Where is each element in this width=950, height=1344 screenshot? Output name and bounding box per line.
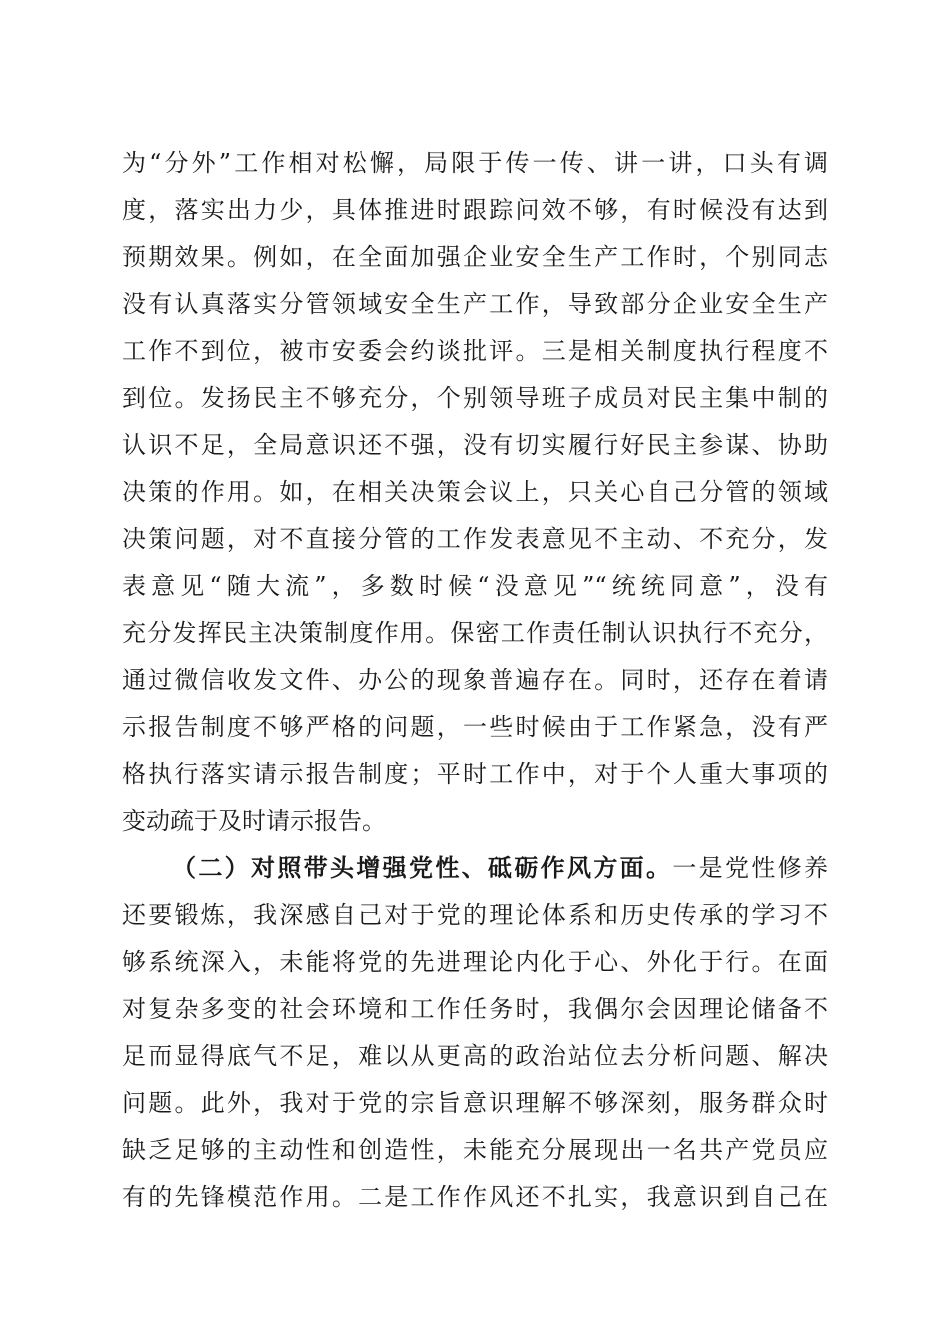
paragraph-line: 工作不到位，被市安委会约谈批评。三是相关制度执行程度不 xyxy=(122,337,828,365)
paragraph-line: 缺乏足够的主动性和创造性，未能充分展现出一名共产党员应 xyxy=(122,1136,828,1164)
paragraph-line: 够系统深入，未能将党的先进理论内化于心、外化于行。在面 xyxy=(122,948,828,976)
paragraph-line: 决策问题，对不直接分管的工作发表意见不主动、不充分，发 xyxy=(122,525,828,553)
paragraph-line: 为“分外”工作相对松懈，局限于传一传、讲一讲，口头有调 xyxy=(122,149,828,177)
paragraph-line: 变动疏于及时请示报告。 xyxy=(122,807,386,835)
paragraph-line: 还要锻炼，我深感自己对于党的理论体系和历史传承的学习不 xyxy=(122,901,828,929)
paragraph-line: 表意见“随大流”，多数时候“没意见”“统统同意”，没有 xyxy=(122,572,828,600)
paragraph-line: 示报告制度不够严格的问题，一些时候由于工作紧急，没有严 xyxy=(122,713,828,741)
paragraph-line: 认识不足，全局意识还不强，没有切实履行好民主参谋、协助 xyxy=(122,431,828,459)
paragraph-line: 格执行落实请示报告制度；平时工作中，对于个人重大事项的 xyxy=(122,760,828,788)
paragraph-line: 预期效果。例如，在全面加强企业安全生产工作时，个别同志 xyxy=(122,243,828,271)
paragraph-line: 度，落实出力少，具体推进时跟踪问效不够，有时候没有达到 xyxy=(122,196,828,224)
paragraph-line: 决策的作用。如，在相关决策会议上，只关心自己分管的领域 xyxy=(122,478,828,506)
paragraph-line: 到位。发扬民主不够充分，个别领导班子成员对民主集中制的 xyxy=(122,384,828,412)
paragraph-line: 充分发挥民主决策制度作用。保密工作责任制认识执行不充分， xyxy=(122,619,828,647)
section-heading-line xyxy=(172,848,828,888)
section-heading: （二）对照带头增强党性、砥砺作风方面。 xyxy=(172,853,673,882)
paragraph-line: 问题。此外，我对于党的宗旨意识理解不够深刻，服务群众时 xyxy=(122,1089,828,1117)
section-heading-continuation: 一是党性修养 xyxy=(672,854,829,882)
paragraph-line: 没有认真落实分管领域安全生产工作，导致部分企业安全生产 xyxy=(122,290,828,318)
paragraph-line: 足而显得底气不足，难以从更高的政治站位去分析问题、解决 xyxy=(122,1042,828,1070)
paragraph-line: 对复杂多变的社会环境和工作任务时，我偶尔会因理论储备不 xyxy=(122,995,828,1023)
paragraph-line: 有的先锋模范作用。二是工作作风还不扎实，我意识到自己在 xyxy=(122,1183,828,1211)
paragraph-line: 通过微信收发文件、办公的现象普遍存在。同时，还存在着请 xyxy=(122,666,828,694)
